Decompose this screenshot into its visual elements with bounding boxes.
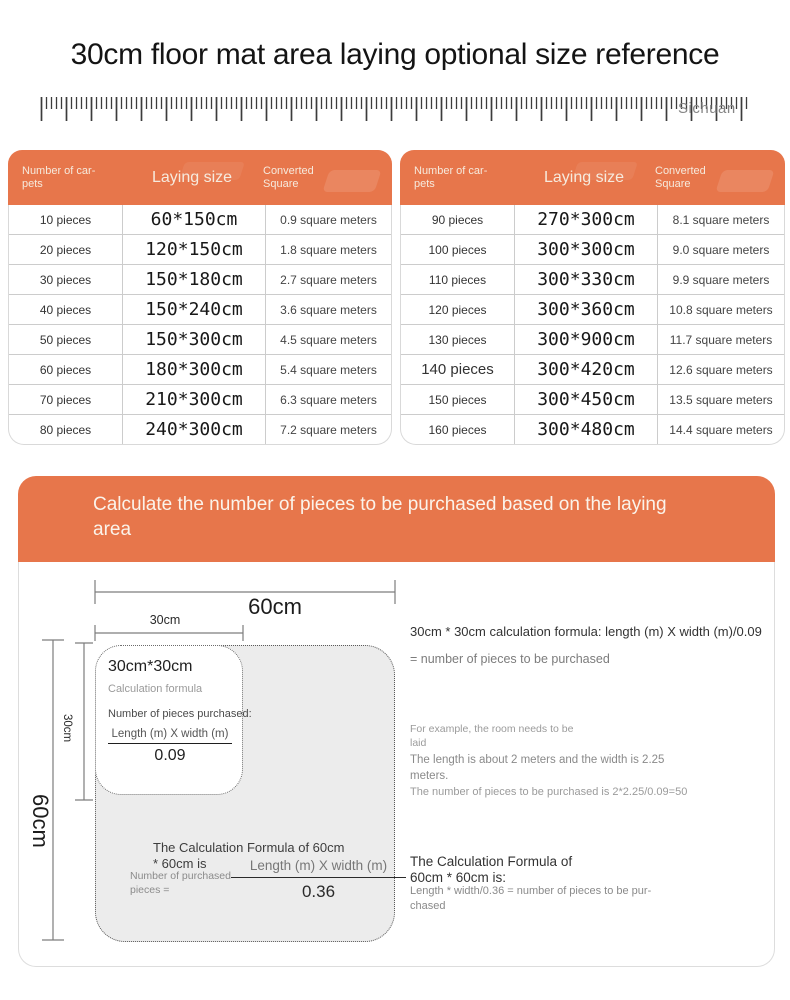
cell-pieces: 20 pieces — [9, 235, 123, 265]
col-converted-square: Converted Square — [655, 164, 706, 190]
cell-square-meters: 9.9 square meters — [658, 265, 785, 295]
col-converted-square: Converted Square — [263, 164, 314, 190]
large-mat-title: The Calculation Formula of 60cm * 60cm is — [153, 840, 345, 871]
cell-pieces: 70 pieces — [9, 385, 123, 415]
note-formula-30cm: 30cm * 30cm calculation formula: length (m) X width (m)/0.09 — [410, 624, 762, 639]
cell-laying-size: 60*150cm — [123, 205, 266, 235]
header-watermark — [572, 162, 638, 180]
col-laying-size: Laying size — [151, 168, 233, 186]
cell-pieces: 40 pieces — [9, 295, 123, 325]
cell-square-meters: 2.7 square meters — [266, 265, 392, 295]
dim-label-60cm-top: 60cm — [248, 594, 302, 619]
size-table-left — [8, 150, 392, 445]
cell-pieces: 110 pieces — [401, 265, 515, 295]
col-number-of-carpets: Number of car-pets — [414, 164, 488, 190]
header-watermark — [179, 162, 245, 180]
cell-square-meters: 5.4 square meters — [266, 355, 392, 385]
cell-laying-size: 210*300cm — [123, 385, 266, 415]
fraction-denominator: 0.09 — [154, 747, 186, 764]
cell-laying-size: 150*300cm — [123, 325, 266, 355]
small-mat-fraction — [108, 728, 232, 765]
ruler-ticks-icon — [40, 94, 750, 126]
table-row — [9, 235, 391, 265]
note-example-dimensions: The length is about 2 meters and the width is 2.25 meters. — [410, 754, 665, 783]
cell-laying-size: 300*900cm — [515, 325, 658, 355]
cell-square-meters: 0.9 square meters — [280, 212, 377, 227]
cell-laying-size: 300*450cm — [515, 385, 658, 415]
cell-square-meters: 9.0 square meters — [658, 235, 785, 265]
cell-square-meters: 4.5 square meters — [266, 325, 392, 355]
small-mat-title: 30cm*30cm — [108, 658, 193, 675]
table-row — [9, 415, 391, 445]
table-row — [401, 235, 784, 265]
cell-square-meters: 14.4 square meters — [658, 415, 785, 445]
table-row — [401, 265, 784, 295]
large-mat-fraction — [231, 858, 406, 902]
cell-laying-size: 300*330cm — [515, 265, 658, 295]
header-watermark — [322, 170, 381, 192]
cell-pieces: 50 pieces — [9, 325, 123, 355]
cell-laying-size: 300*480cm — [515, 415, 658, 445]
table-row — [401, 415, 784, 445]
table-row — [9, 325, 391, 355]
cell-pieces: 100 pieces — [401, 235, 515, 265]
cell-square-meters: 6.3 square meters — [266, 385, 392, 415]
cell-pieces: 90 pieces — [431, 212, 484, 227]
cell-pieces: 10 pieces — [39, 212, 92, 227]
col-number-of-carpets: Number of car-pets — [22, 164, 96, 190]
cell-laying-size: 300*420cm — [515, 355, 658, 385]
table-row — [9, 295, 391, 325]
cell-laying-size: 270*300cm — [515, 205, 658, 235]
cell-laying-size: 150*240cm — [123, 295, 266, 325]
table-body — [8, 205, 392, 445]
cell-square-meters: 3.6 square meters — [266, 295, 392, 325]
cell-laying-size: 300*360cm — [515, 295, 658, 325]
table-row — [9, 385, 391, 415]
note-formula-60cm-title: The Calculation Formula of 60cm * 60cm is: — [410, 854, 573, 886]
size-table-right — [400, 150, 785, 445]
small-mat-subtitle: Calculation formula — [108, 683, 203, 695]
fraction-denominator: 0.36 — [301, 882, 336, 901]
note-example-intro: For example, the room needs to be laid — [410, 723, 574, 750]
cell-pieces: 120 pieces — [401, 295, 515, 325]
cell-pieces: 80 pieces — [9, 415, 123, 445]
note-formula-60cm-body: Length * width/0.36 = number of pieces to be pur-chased — [410, 885, 652, 912]
cell-square-meters: 8.1 square meters — [672, 212, 770, 227]
cell-pieces: 150 pieces — [401, 385, 515, 415]
dim-label-60cm-left: 60cm — [28, 794, 53, 848]
table-row — [9, 355, 391, 385]
page-title: 30cm floor mat area laying optional size reference — [70, 38, 720, 71]
table-row — [401, 295, 784, 325]
cell-square-meters: 10.8 square meters — [658, 295, 785, 325]
col-laying-size: Laying size — [543, 168, 625, 186]
cell-pieces: 60 pieces — [9, 355, 123, 385]
cell-laying-size: 150*180cm — [123, 265, 266, 295]
cell-laying-size: 180*300cm — [123, 355, 266, 385]
cell-pieces: 30 pieces — [9, 265, 123, 295]
cell-square-meters: 1.8 square meters — [266, 235, 392, 265]
dim-label-30cm-top: 30cm — [149, 613, 181, 627]
table-row — [401, 325, 784, 355]
table-body — [400, 205, 785, 445]
table-row — [9, 205, 391, 235]
calculator-heading: Calculate the number of pieces to be purchased based on the laying area — [93, 494, 667, 540]
calculator-header — [18, 476, 775, 562]
mat-30cm-square — [95, 645, 252, 795]
fraction-numerator: Length (m) X width (m) — [108, 728, 232, 744]
cell-square-meters: 7.2 square meters — [266, 415, 392, 445]
dim-label-30cm-left: 30cm — [61, 714, 73, 743]
cell-square-meters: 12.6 square meters — [658, 355, 785, 385]
cell-square-meters: 13.5 square meters — [658, 385, 785, 415]
note-formula-30cm-result: = number of pieces to be purchased — [410, 652, 610, 666]
watermark-text: Sichuan — [678, 100, 736, 117]
cell-laying-size: 300*300cm — [515, 235, 658, 265]
fraction-numerator: Length (m) X width (m) — [231, 858, 406, 878]
table-row — [401, 355, 784, 385]
table-header — [8, 150, 392, 205]
calculator-card — [18, 476, 775, 968]
large-mat-result-label: Number of purchased pieces = — [130, 870, 231, 896]
cell-square-meters: 11.7 square meters — [658, 325, 785, 355]
note-example-result: The number of pieces to be purchased is 2*2.25/0.09=50 — [410, 786, 688, 798]
small-mat-result-label: Number of pieces purchased: — [108, 708, 252, 720]
cell-laying-size: 120*150cm — [123, 235, 266, 265]
header-watermark — [715, 170, 774, 192]
table-row — [401, 385, 784, 415]
table-row — [401, 205, 784, 235]
cell-pieces: 160 pieces — [401, 415, 515, 445]
ruler-graphic — [40, 94, 750, 126]
cell-pieces: 140 pieces — [401, 355, 515, 385]
table-row — [9, 265, 391, 295]
cell-laying-size: 240*300cm — [123, 415, 266, 445]
table-header — [400, 150, 785, 205]
cell-pieces: 130 pieces — [401, 325, 515, 355]
